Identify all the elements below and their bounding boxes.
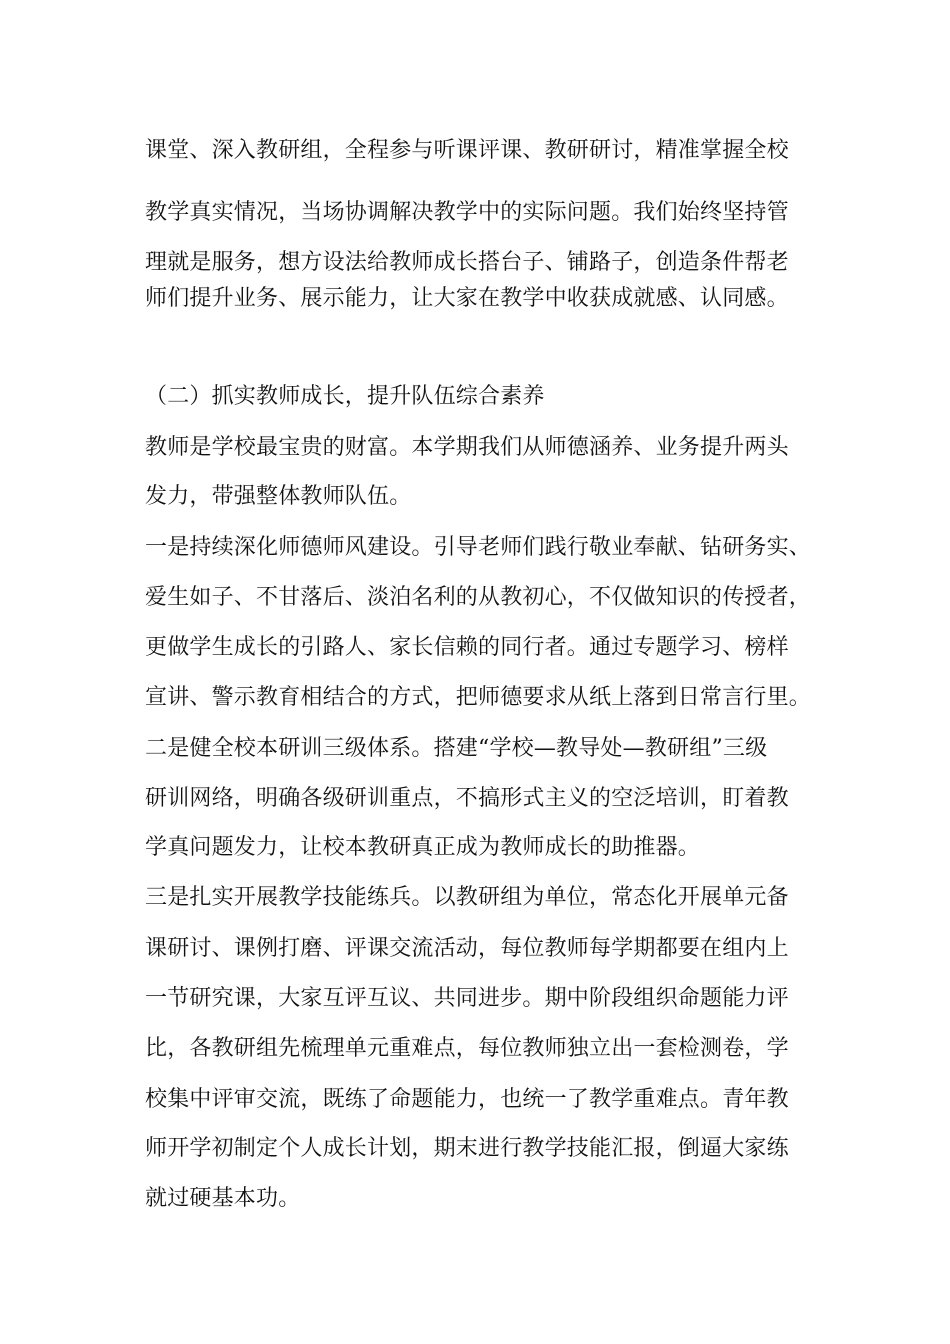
paragraph-line: 理就是服务，想方设法给教师成长搭台子、铺路子，创造条件帮老	[145, 250, 789, 275]
paragraph-line: 二是健全校本研训三级体系。搭建“学校—教导处—教研组”三级	[145, 736, 768, 761]
paragraph-line: 宣讲、警示教育相结合的方式，把师德要求从纸上落到日常言行里。	[145, 685, 812, 710]
paragraph-line: 校集中评审交流，既练了命题能力，也统一了教学重难点。青年教	[145, 1087, 789, 1112]
paragraph-line: 就过硬基本功。	[145, 1186, 301, 1211]
paragraph-line: 爱生如子、不甘落后、淡泊名利的从教初心，不仅做知识的传授者，	[145, 585, 812, 610]
paragraph-line: 比，各教研组先梳理单元重难点，每位教师独立出一套检测卷，学	[145, 1036, 789, 1061]
paragraph-line: 一是持续深化师德师风建设。引导老师们践行敬业奉献、钻研务实、	[145, 535, 812, 560]
paragraph-line: 一节研究课，大家互评互议、共同进步。期中阶段组织命题能力评	[145, 986, 789, 1011]
paragraph-line: 课堂、深入教研组，全程参与听课评课、教研研讨，精准掌握全校	[145, 138, 789, 163]
paragraph-line: 教学真实情况，当场协调解决教学中的实际问题。我们始终坚持管	[145, 200, 789, 225]
paragraph-line: 研训网络，明确各级研训重点，不搞形式主义的空泛培训，盯着教	[145, 786, 789, 811]
paragraph-line: 师开学初制定个人成长计划，期末进行教学技能汇报，倒逼大家练	[145, 1136, 789, 1161]
paragraph-line: 师们提升业务、展示能力，让大家在教学中收获成就感、认同感。	[145, 286, 789, 311]
section-heading: （二）抓实教师成长，提升队伍综合素养	[145, 384, 545, 409]
paragraph-line: 课研讨、课例打磨、评课交流活动，每位教师每学期都要在组内上	[145, 936, 789, 961]
paragraph-line: 更做学生成长的引路人、家长信赖的同行者。通过专题学习、榜样	[145, 635, 789, 660]
paragraph-line: 三是扎实开展教学技能练兵。以教研组为单位，常态化开展单元备	[145, 885, 789, 910]
paragraph-line: 教师是学校最宝贵的财富。本学期我们从师德涵养、业务提升两头	[145, 435, 789, 460]
paragraph-line: 发力，带强整体教师队伍。	[145, 484, 412, 509]
paragraph-line: 学真问题发力，让校本教研真正成为教师成长的助推器。	[145, 835, 701, 860]
